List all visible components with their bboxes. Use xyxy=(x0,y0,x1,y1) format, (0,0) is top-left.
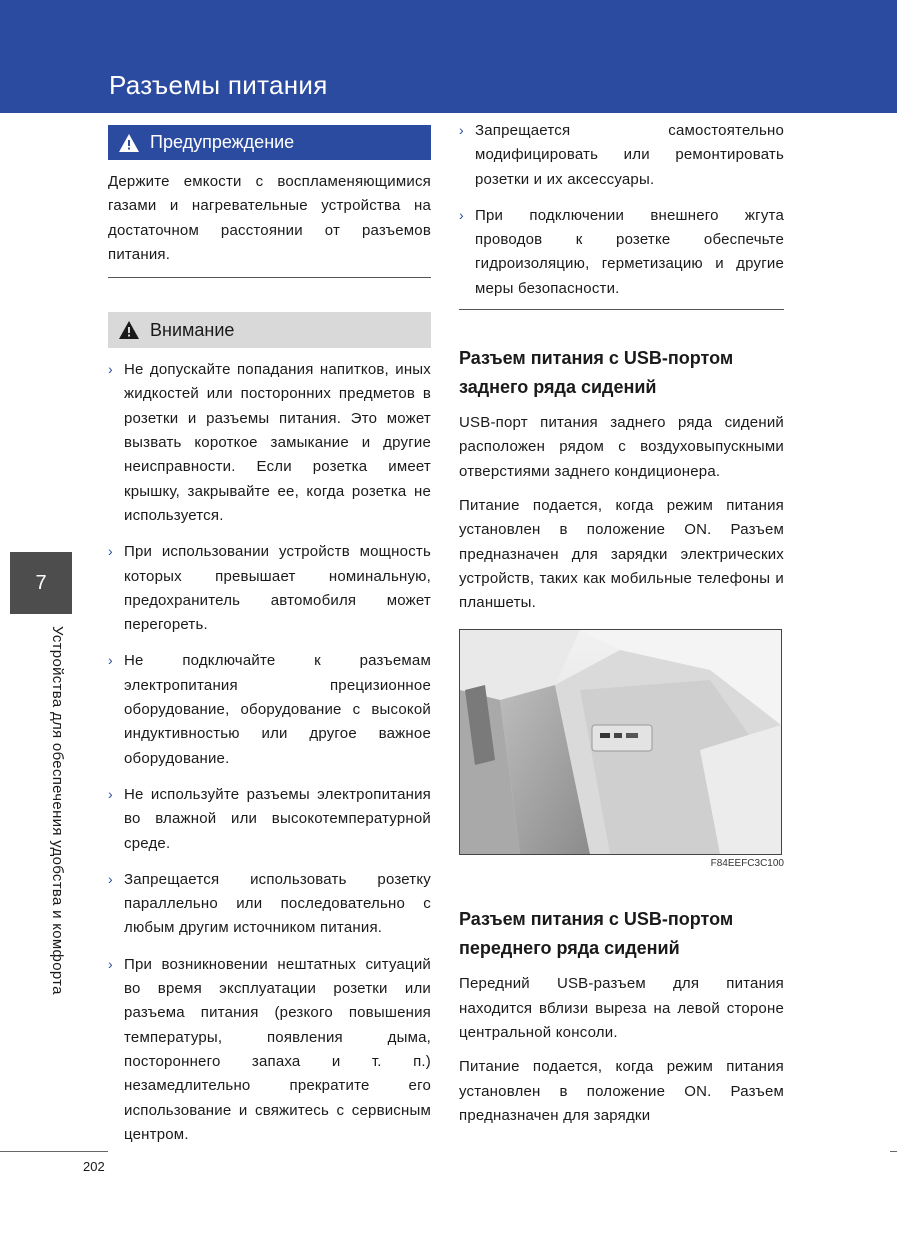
chevron-right-icon: › xyxy=(108,652,113,669)
chevron-right-icon: › xyxy=(108,785,113,802)
chapter-tab xyxy=(10,552,72,614)
rear-usb-paragraph: USB-порт питания заднего ряда сидений расположен рядом с воздуховыпускными отверстиями заднего кондиционера. xyxy=(459,414,784,480)
caution-item-text: При подключении внешнего жгута проводов к розетке обеспечьте гидроизоляцию, герметизацию и другие меры безопасности. xyxy=(475,206,784,297)
caution-label: Внимание xyxy=(150,319,235,340)
chapter-title: Устройства для обеспечения удобства и комфорта xyxy=(49,626,66,995)
rear-usb-heading: Разъем питания с USB-портом заднего ряда сидений xyxy=(459,348,734,397)
caution-item-text: Не подключайте к разъемам электропитания прецизионное оборудование, оборудование с высокой индуктивностью или другое важное оборудование. xyxy=(124,652,431,767)
caution-item xyxy=(108,868,431,941)
caution-item xyxy=(108,783,431,856)
front-usb-heading: Разъем питания с USB-портом переднего ряда сидений xyxy=(459,909,734,958)
left-column xyxy=(108,125,431,1147)
page-number: 202 xyxy=(83,1159,105,1174)
chevron-right-icon: › xyxy=(108,870,113,887)
chevron-right-icon: › xyxy=(459,122,464,138)
caution-box-header xyxy=(108,312,431,348)
rear-usb-illustration xyxy=(459,629,782,855)
caution-item xyxy=(108,649,431,770)
rear-usb-paragraph: Питание подается, когда режим питания установлен в положение ON. Разъем предназначен для зарядки электрических устройств, таких как мобильные телефоны и планшеты. xyxy=(459,496,784,612)
chevron-right-icon: › xyxy=(459,206,464,223)
page-header xyxy=(0,0,897,113)
chevron-right-icon: › xyxy=(108,361,113,378)
caution-item-text: Запрещается самостоятельно модифицировать или ремонтировать розетки и их аксессуары. xyxy=(475,122,784,188)
caution-item xyxy=(108,953,431,1147)
caution-item xyxy=(108,358,431,528)
page-title: Разъемы питания xyxy=(109,70,328,100)
caution-item-text: Запрещается использовать розетку параллельно или последовательно с любым другим источником питания. xyxy=(124,870,431,937)
chevron-right-icon: › xyxy=(108,955,113,972)
front-usb-paragraph: Питание подается, когда режим питания установлен в положение ON. Разъем предназначен для зарядки xyxy=(459,1058,784,1124)
chevron-right-icon: › xyxy=(108,543,113,560)
caution-item xyxy=(108,540,431,637)
warning-box-header xyxy=(108,125,431,160)
warning-label: Предупреждение xyxy=(150,132,295,152)
caution-item-text: При использовании устройств мощность которых превышает номинальную, предохранитель автомобиля может перегореть. xyxy=(124,543,431,634)
caution-item xyxy=(459,119,784,192)
caution-divider xyxy=(459,309,784,310)
footer-rule-right xyxy=(890,1151,897,1152)
warning-text: Держите емкости с воспламеняющимися газами и нагревательные устройства на достаточном расстоянии от разъемов питания. xyxy=(108,173,431,263)
warning-divider xyxy=(108,277,431,278)
front-usb-paragraph: Передний USB-разъем для питания находится вблизи выреза на левой стороне центральной консоли. xyxy=(459,975,784,1042)
right-column xyxy=(459,119,784,1128)
caution-item xyxy=(459,204,784,301)
caution-item-text: Не допускайте попадания напитков, иных жидкостей или посторонних предметов в розетки и разъемы питания. Это может вызвать короткое замыкание и другие неисправности. Если розетка имеет крышку, закрывайте ее, когда розетка не используется. xyxy=(124,361,431,524)
footer-rule-left xyxy=(0,1151,108,1152)
chapter-number: 7 xyxy=(35,571,47,594)
figure-code: F84EEFC3C100 xyxy=(710,858,784,870)
caution-item-text: Не используйте разъемы электропитания во влажной или высокотемпературной среде. xyxy=(124,785,431,852)
warning-icon xyxy=(118,133,140,153)
caution-icon xyxy=(118,320,140,340)
rear-usb-photo xyxy=(460,630,781,854)
caution-item-text: При возникновении нештатных ситуаций во время эксплуатации розетки или разъема питания (резкого повышения температуры, появления дыма, постороннего запаха и т. п.) незамедлительно прекратите его использование и свяжитесь с сервисным центром. xyxy=(124,955,431,1143)
